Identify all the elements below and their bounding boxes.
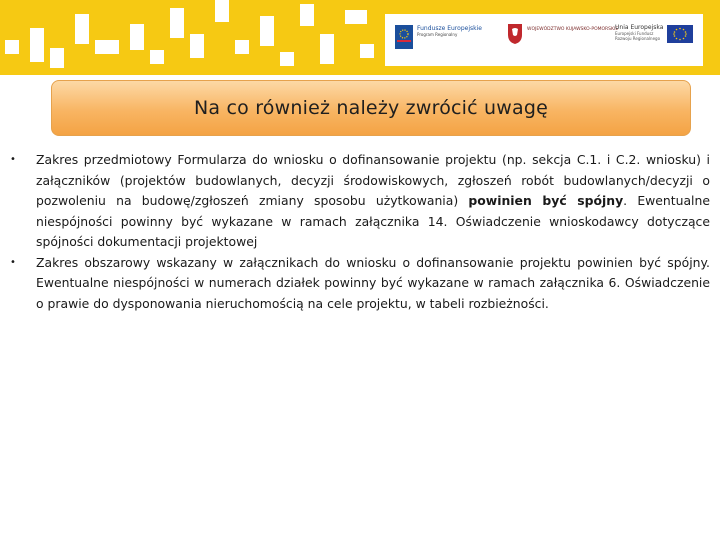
decorative-square — [360, 44, 374, 58]
decorative-square — [150, 50, 164, 64]
fundusze-europejskie-text: Fundusze Europejskie — [417, 25, 482, 32]
decorative-square — [30, 28, 44, 62]
unia-europejska-subtext: Europejski Fundusz Rozwoju Regionalnego — [615, 31, 661, 41]
decorative-square — [320, 34, 334, 64]
decorative-square — [215, 0, 229, 22]
list-item — [10, 150, 710, 253]
wojewodztwo-text: WOJEWÓDZTWO KUJAWSKO-POMORSKIE — [527, 27, 619, 32]
slide-title: Na co również należy zwrócić uwagę — [193, 97, 548, 119]
header-banner — [0, 0, 720, 75]
decorative-square — [280, 52, 294, 66]
bullet-marker: • — [10, 256, 16, 268]
decorative-square — [170, 8, 184, 38]
eu-flag-icon — [667, 25, 693, 43]
decorative-square — [130, 24, 144, 50]
decorative-square — [50, 48, 64, 68]
wojewodztwo-crest-icon — [507, 23, 523, 45]
decorative-square — [190, 34, 204, 58]
title-box — [51, 80, 691, 136]
wojewodztwo-logo — [507, 23, 619, 59]
fundusze-europejskie-icon — [395, 25, 413, 49]
decorative-square — [95, 40, 119, 54]
fundusze-europejskie-logo — [395, 23, 482, 59]
bullet-list — [10, 150, 710, 314]
bullet-marker: • — [10, 154, 16, 165]
fundusze-europejskie-subtext: Program Regionalny — [417, 32, 458, 37]
list-item-text-end: . Ewentualne niespójności powinny być wykazane w ramach załącznika 14. Oświadczenie wnioskodawcy dotyczące spójności dokumentacji projektowej — [36, 193, 710, 249]
decorative-square — [5, 40, 19, 54]
list-item-text: Zakres obszarowy wskazany w załącznikach do wniosku o dofinansowanie projektu powinien być spójny. Ewentualne niespójności w numerach działek powinny być wykazane w ramach załącznika 6. Oświadczenie o prawie do dysponowania nieruchomością na cele projektu, w tabeli rozbieżności. — [36, 254, 710, 311]
list-item — [10, 253, 710, 315]
decorative-square — [75, 14, 89, 44]
decorative-square — [260, 16, 274, 46]
decorative-square — [345, 10, 367, 24]
list-item-bold-text: powinien być spójny — [468, 193, 624, 208]
content-area — [10, 150, 710, 314]
unia-europejska-logo — [615, 23, 697, 59]
decorative-square — [300, 4, 314, 26]
decorative-square — [235, 40, 249, 54]
logo-panel — [385, 14, 703, 66]
list-item-text: Zakres przedmiotowy Formularza do wniosku o dofinansowanie projektu (np. sekcja C.1. i C.2. wniosku) i załączników (projektów budowlanych, decyzji środowiskowych, zgłoszeń robót budowlanych/decyzji o pozwoleniu na budowę/zgłoszeń zmiany sposobu użytkowania) — [36, 152, 710, 208]
unia-europejska-text: Unia Europejska — [615, 24, 664, 31]
